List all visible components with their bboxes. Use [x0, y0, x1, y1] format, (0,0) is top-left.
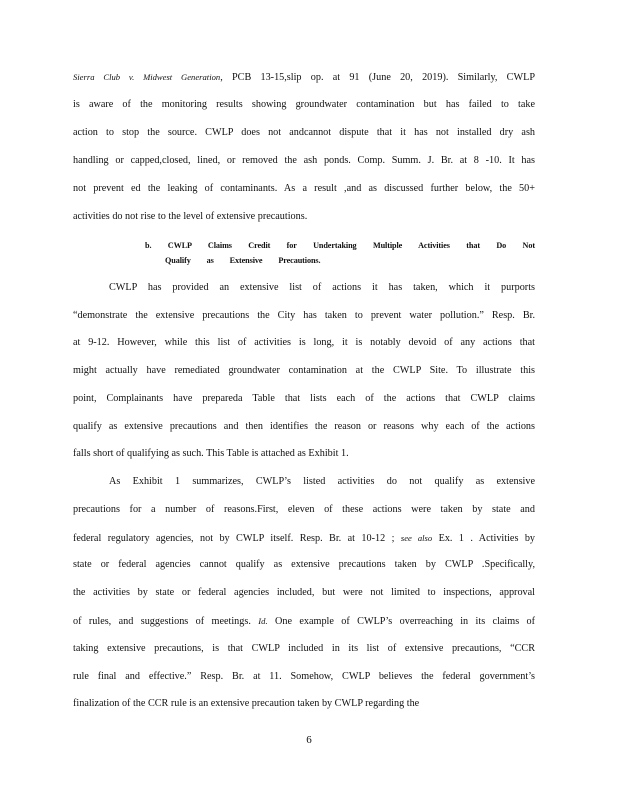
text-line: not prevent ed the leaking of contaminants. As a result ,and as discussed further below, the 50+	[73, 183, 535, 194]
page-number: 6	[306, 734, 312, 746]
text-line: the activities by state or federal agencies included, but were not limited to inspections, approval	[73, 587, 535, 598]
case-citation: Sierra Club v. Midwest Generation	[73, 72, 221, 82]
text-line: qualify as extensive precautions and then identifies the reason or reasons why each of the actions	[73, 420, 535, 432]
text-line: finalization of the CCR rule is an extensive precaution taken by CWLP regarding the	[73, 698, 420, 709]
text-line	[73, 614, 535, 628]
signal-italic: see also	[400, 533, 433, 543]
text-fragment: federal regulatory agencies, not by CWLP itself. Resp. Br. at 10-12 ;	[73, 533, 395, 544]
text-line: state or federal agencies cannot qualify as extensive precautions taken by CWLP .Specifically,	[73, 559, 535, 570]
text-fragment: , PCB 13-15,slip op. at 91 (June 20, 2019). Similarly, CWLP	[220, 72, 535, 83]
section-heading-continued: Qualify as Extensive Precautions.	[165, 256, 321, 265]
text-line: is aware of the monitoring results showing groundwater contamination but has failed to take	[73, 99, 535, 110]
text-line: precautions for a number of reasons.First, eleven of these actions were taken by state and	[73, 504, 535, 515]
text-line: CWLP has provided an extensive list of actions it has taken, which it purports	[109, 282, 535, 293]
text-line: falls short of qualifying as such. This Table is attached as Exhibit 1.	[73, 448, 349, 460]
text-line	[73, 531, 535, 545]
text-fragment: One example of CWLP’s overreaching in its claims of	[275, 616, 536, 627]
text-line: activities do not rise to the level of extensive precautions.	[73, 211, 308, 222]
section-heading: b. CWLP Claims Credit for Undertaking Multiple Activities that Do Not	[145, 241, 535, 250]
text-fragment: of rules, and suggestions of meetings.	[73, 616, 251, 627]
text-line	[73, 70, 535, 84]
text-line: “demonstrate the extensive precautions the City has taken to prevent water pollution.” Resp. Br.	[73, 309, 535, 321]
text-line: point, Complainants have prepareda Table that lists each of the actions that CWLP claims	[73, 392, 535, 404]
text-fragment: Ex. 1 . Activities by	[438, 533, 536, 544]
text-line: handling or capped,closed, lined, or removed the ash ponds. Comp. Summ. J. Br. at 8 -10. It has	[73, 155, 535, 166]
signal-italic: Id.	[258, 616, 268, 626]
text-line: taking extensive precautions, is that CWLP included in its list of extensive precautions, “CCR	[73, 643, 535, 654]
text-line: might actually have remediated groundwater contamination at the CWLP Site. To illustrate this	[73, 365, 535, 377]
text-line: rule final and effective.” Resp. Br. at 11. Somehow, CWLP believes the federal government’s	[73, 670, 535, 682]
text-line: As Exhibit 1 summarizes, CWLP’s listed activities do not qualify as extensive	[109, 476, 535, 487]
text-line: action to stop the source. CWLP does not andcannot dispute that it has not installed dry ash	[73, 127, 535, 138]
text-line: at 9-12. However, while this list of activities is long, it is notably devoid of any actions that	[73, 337, 535, 349]
